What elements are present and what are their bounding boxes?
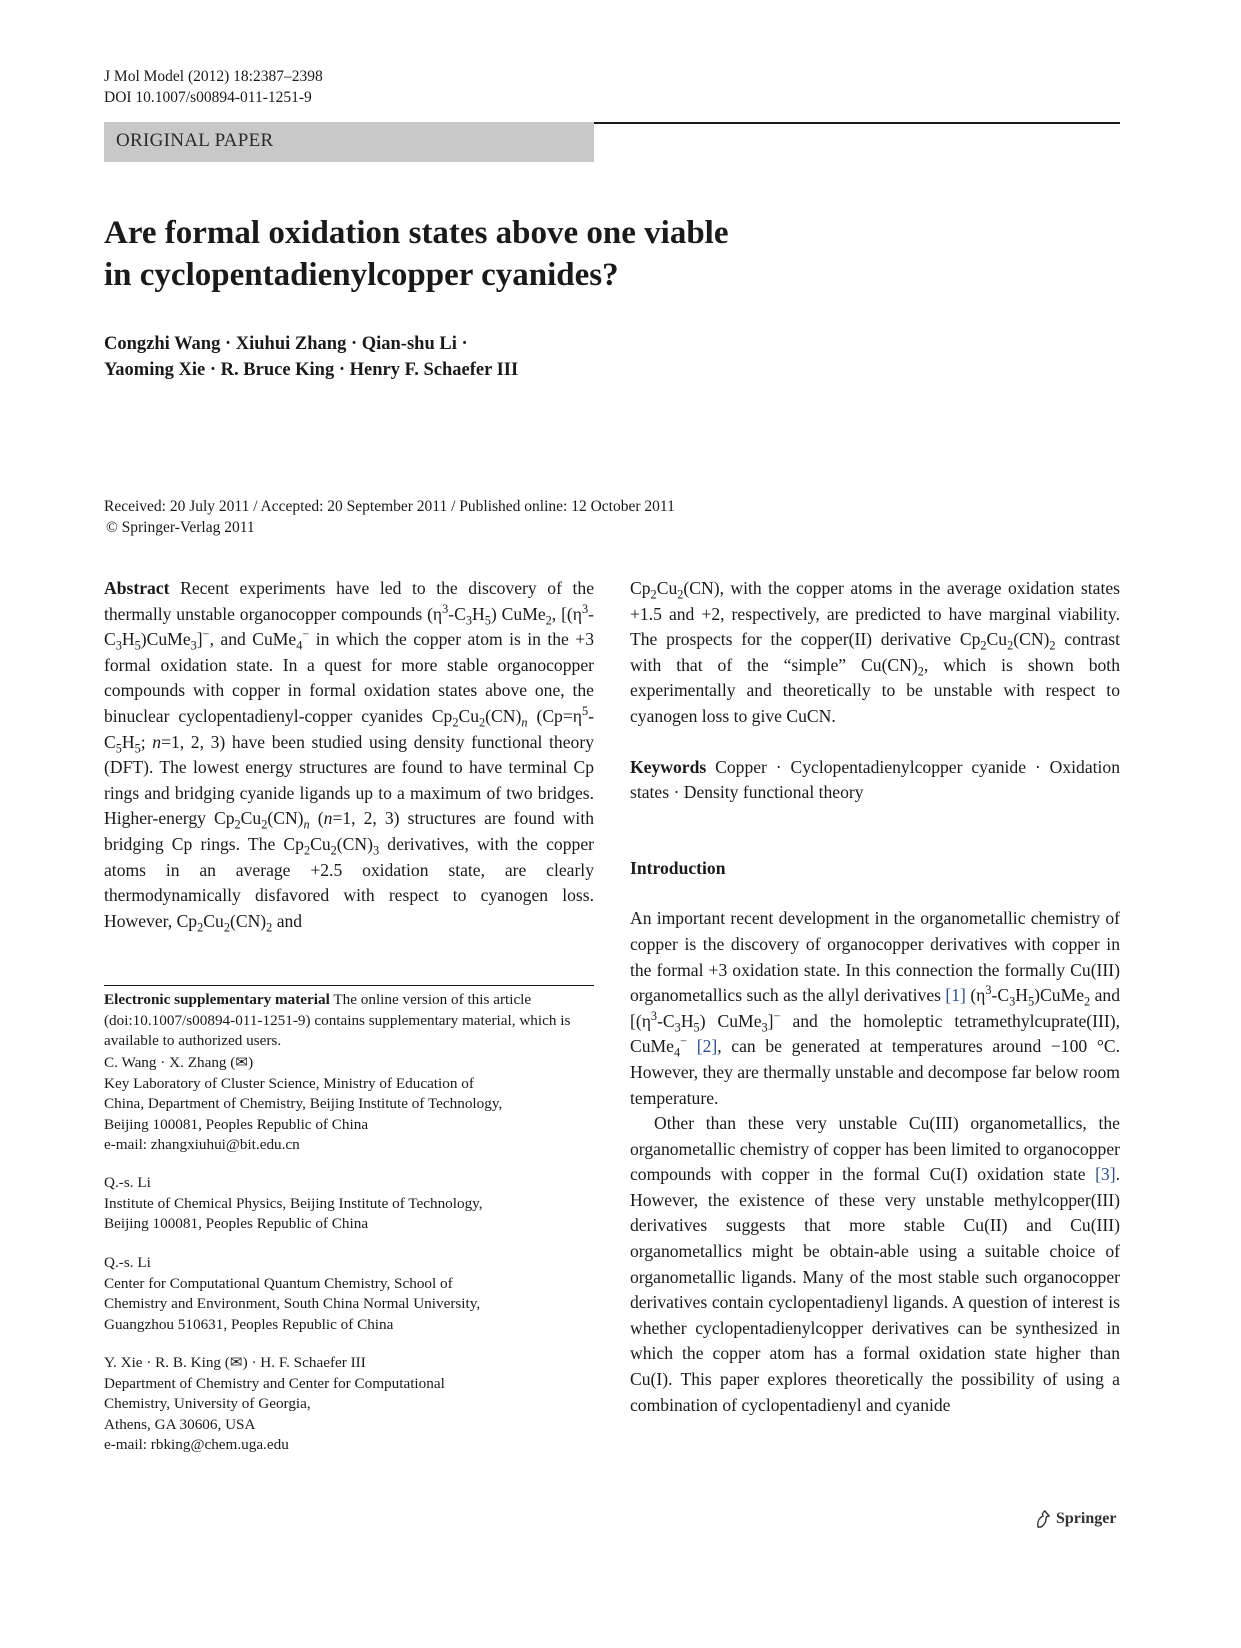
keywords-label: Keywords — [630, 756, 707, 777]
affiliation-authors: Q.-s. Li — [104, 1254, 151, 1271]
paper-title — [104, 212, 1004, 296]
affiliation-line: China, Department of Chemistry, Beijing Institute of Technology, — [104, 1095, 503, 1113]
abstract-column — [104, 576, 594, 934]
affiliation-block — [104, 1253, 594, 1335]
author-list — [104, 331, 1004, 383]
affiliation-authors: Q.-s. Li — [104, 1174, 151, 1191]
keywords-list: Copper · Cyclopentadienylcopper cyanide · Oxidation states · Density functional theory — [630, 756, 1120, 803]
doi: DOI 10.1007/s00894-011-1251-9 — [104, 89, 312, 106]
history-dates: Received: 20 July 2011 / Accepted: 20 September 2011 / Published online: 12 October 2011 — [104, 498, 675, 515]
right-column — [630, 576, 1120, 1418]
affiliation-line: Guangzhou 510631, Peoples Republic of China — [104, 1315, 394, 1333]
email-link[interactable]: e-mail: rbking@chem.uga.edu — [104, 1436, 289, 1454]
abstract-label: Abstract — [104, 578, 170, 598]
affiliation-line: Beijing 100081, Peoples Republic of China — [104, 1115, 369, 1133]
introduction-heading: Introduction — [630, 857, 726, 878]
supplementary-label: Electronic supplementary material — [104, 991, 330, 1008]
journal-reference: J Mol Model (2012) 18:2387–2398 — [104, 68, 323, 85]
footnote-rule — [104, 985, 594, 986]
section-label: ORIGINAL PAPER — [116, 130, 274, 151]
abstract-continuation: $Cp_2Cu_2(CN)$, with the copper atoms in the average oxidation states +1.5 and +2, respectively, are predicted to have marginal viability. The prospects for the copper(II) derivative $Cp_2Cu_2(CN)_2$ contrast with that of the “simple” $Cu(CN)_2$, which is shown both experimentally and theoretically to be unstable with respect to cyanogen loss to give CuCN. — [630, 578, 1120, 726]
affiliation-line: Beijing 100081, Peoples Republic of China — [104, 1215, 369, 1233]
supplementary-note — [104, 990, 594, 1052]
title-line: in cyclopentadienylcopper cyanides? — [104, 257, 619, 293]
copyright-notice: © Springer-Verlag 2011 — [106, 519, 255, 536]
affiliation-block — [104, 1173, 594, 1235]
affiliation-line: Key Laboratory of Cluster Science, Ministry of Education of — [104, 1074, 474, 1092]
publication-dates — [104, 496, 1104, 538]
affiliation-line: Chemistry and Environment, South China Normal University, — [104, 1295, 481, 1313]
author-line: Yaoming Xie · R. Bruce King · Henry F. Schaefer III — [104, 360, 519, 380]
email-link[interactable]: e-mail: zhangxiuhui@bit.edu.cn — [104, 1136, 300, 1154]
keywords-paragraph — [630, 755, 1120, 806]
affiliation-line: Chemistry, University of Georgia, — [104, 1395, 311, 1413]
title-line: Are formal oxidation states above one viable — [104, 215, 729, 251]
abstract-paragraph: Abstract Recent experiments have led to the discovery of the thermally unstable organocopper compounds $(\eta^3-C_3H_5)$ CuMe$_2$, $[(\eta^3-C_3H_5)CuMe_3]^-$, and CuMe$_4$− in which the copper atom is in the +3 formal oxidation state. In a quest for more stable organocopper compounds with copper in formal oxidation states above one, the binuclear cyclopentadienyl-copper cyanides $Cp_2Cu_2(CN)_n$ ($Cp=\eta^5-C_5H_5$; n=1, 2, 3) have been studied using density functional theory (DFT). The lowest energy structures are found to have terminal Cp rings and bridging cyanide ligands up to a maximum of two bridges. Higher-energy $Cp_2Cu_2(CN)_n$ (n=1, 2, 3) structures are found with bridging Cp rings. The $Cp_2Cu_2(CN)_3$ derivatives, with the copper atoms in an average +2.5 oxidation state, are clearly thermodynamically disfavored with respect to cyanogen loss. However, $Cp_2Cu_2(CN)_2$ and — [104, 578, 595, 935]
citation-link[interactable]: [2] — [696, 1036, 718, 1057]
affiliation-line: Department of Chemistry and Center for Computational — [104, 1374, 445, 1392]
citation-link[interactable]: [3] — [1095, 1164, 1116, 1185]
affiliation-block — [104, 1353, 594, 1456]
section-bar — [104, 122, 594, 162]
affiliation-authors: Y. Xie · R. B. King (✉) · H. F. Schaefer III — [104, 1354, 366, 1371]
affiliation-line: Institute of Chemical Physics, Beijing Institute of Technology, — [104, 1194, 483, 1212]
publisher-name: Springer — [1056, 1510, 1117, 1527]
body-paragraph: Other than these very unstable Cu(III) organometallics, the organometallic chemistry of copper has been limited to organocopper compounds with copper in the formal Cu(I) oxidation state [3]. However, the existence of these very unstable methylcopper(III) derivatives suggests that more stable Cu(II) and Cu(III) organometallics might be obtain-able using a suitable choice of organometallic ligands. Many of the most stable such organocopper derivatives contain cyclopentadienyl ligands. A question of interest is whether cyclopentadienylcopper derivatives can be synthesized in which the copper atom has a formal oxidation state higher than Cu(I). This paper explores theoretically the possibility of using a combination of cyclopentadienyl and cyanide — [630, 1113, 1120, 1415]
author-line: Congzhi Wang · Xiuhui Zhang · Qian-shu Li · — [104, 334, 468, 354]
affiliation-authors: C. Wang · X. Zhang (✉) — [104, 1054, 254, 1071]
supplementary-text: The online version of this article (doi:10.1007/s00894-011-1251-9) contains supplementary material, which is available to authorized users. — [104, 991, 571, 1050]
affiliation-line: Athens, GA 30606, USA — [104, 1415, 256, 1433]
body-paragraph: An important recent development in the organometallic chemistry of copper is the discovery of organocopper derivatives with copper in the formal +3 oxidation state. In this connection the formally Cu(III) organometallics such as the allyl derivatives [1] $(\eta^3-C_3H_5)CuMe_2$ and [$(\eta^3-C_3H_5)$ CuMe$_3$]− and the homoleptic tetramethylcuprate(III), CuMe$_4$− [2], can be generated at temperatures around −100 °C. However, they are thermally unstable and decompose far below room temperature. — [630, 908, 1120, 1108]
publisher-mark — [1034, 1509, 1116, 1529]
citation-link[interactable]: [1] — [945, 985, 966, 1006]
affiliation-block — [104, 1053, 594, 1156]
springer-horse-icon — [1034, 1509, 1052, 1529]
affiliation-line: Center for Computational Quantum Chemistry, School of — [104, 1274, 453, 1292]
